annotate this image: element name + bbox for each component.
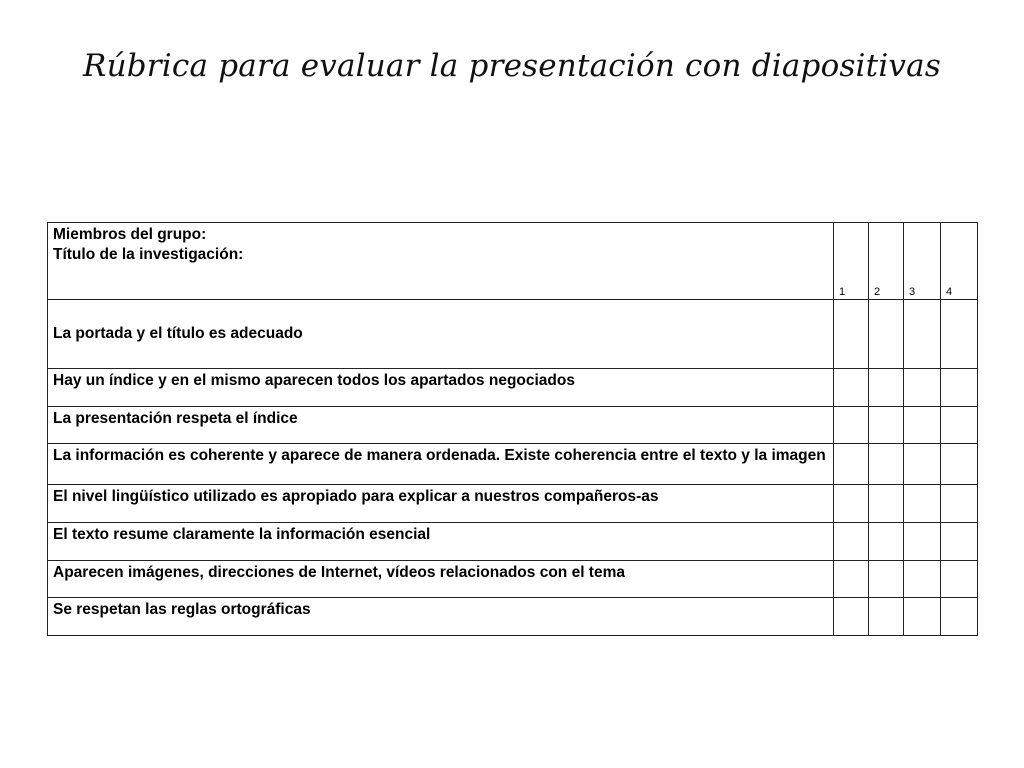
score-cell-2[interactable] xyxy=(869,598,904,636)
page-title: Rúbrica para evaluar la presentación con diapositivas xyxy=(83,48,941,84)
table-row xyxy=(48,444,978,485)
score-header-1: 1 xyxy=(834,223,869,300)
score-cell-2[interactable] xyxy=(869,407,904,444)
score-cell-1[interactable] xyxy=(834,369,869,407)
criterion-cell: Aparecen imágenes, direcciones de Internet, vídeos relacionados con el tema xyxy=(48,561,834,598)
score-cell-4[interactable] xyxy=(941,407,978,444)
score-cell-3[interactable] xyxy=(904,444,941,485)
score-header-3: 3 xyxy=(904,223,941,300)
criterion-cell: La presentación respeta el índice xyxy=(48,407,834,444)
criterion-cell: Hay un índice y en el mismo aparecen todos los apartados negociados xyxy=(48,369,834,407)
score-cell-3[interactable] xyxy=(904,598,941,636)
table-row xyxy=(48,407,978,444)
criterion-cell: Se respetan las reglas ortográficas xyxy=(48,598,834,636)
score-cell-2[interactable] xyxy=(869,300,904,369)
score-cell-4[interactable] xyxy=(941,300,978,369)
score-cell-1[interactable] xyxy=(834,407,869,444)
score-cell-3[interactable] xyxy=(904,369,941,407)
table-row xyxy=(48,300,978,369)
score-cell-1[interactable] xyxy=(834,300,869,369)
score-header-2: 2 xyxy=(869,223,904,300)
score-cell-1[interactable] xyxy=(834,485,869,523)
score-cell-2[interactable] xyxy=(869,523,904,561)
group-members-label: Miembros del grupo: xyxy=(53,226,207,243)
header-cell xyxy=(48,223,834,300)
score-cell-4[interactable] xyxy=(941,485,978,523)
score-cell-1[interactable] xyxy=(834,523,869,561)
score-cell-3[interactable] xyxy=(904,300,941,369)
score-cell-3[interactable] xyxy=(904,523,941,561)
table-row xyxy=(48,485,978,523)
table-row xyxy=(48,598,978,636)
score-cell-4[interactable] xyxy=(941,561,978,598)
criterion-cell: El nivel lingüístico utilizado es apropiado para explicar a nuestros compañeros-as xyxy=(48,485,834,523)
criterion-cell: El texto resume claramente la información esencial xyxy=(48,523,834,561)
table-row xyxy=(48,561,978,598)
score-cell-3[interactable] xyxy=(904,407,941,444)
research-title-label: Título de la investigación: xyxy=(53,246,244,263)
rubric-table xyxy=(47,222,978,636)
score-cell-2[interactable] xyxy=(869,444,904,485)
criterion-cell: La información es coherente y aparece de manera ordenada. Existe coherencia entre el texto y la imagen xyxy=(48,444,834,485)
score-cell-4[interactable] xyxy=(941,598,978,636)
score-cell-1[interactable] xyxy=(834,561,869,598)
table-row xyxy=(48,523,978,561)
score-cell-2[interactable] xyxy=(869,369,904,407)
score-cell-1[interactable] xyxy=(834,444,869,485)
score-header-4: 4 xyxy=(941,223,978,300)
score-cell-3[interactable] xyxy=(904,561,941,598)
criterion-cell: La portada y el título es adecuado xyxy=(48,300,834,369)
score-cell-4[interactable] xyxy=(941,523,978,561)
score-cell-2[interactable] xyxy=(869,561,904,598)
score-cell-1[interactable] xyxy=(834,598,869,636)
score-cell-2[interactable] xyxy=(869,485,904,523)
score-cell-4[interactable] xyxy=(941,444,978,485)
score-cell-4[interactable] xyxy=(941,369,978,407)
table-row xyxy=(48,369,978,407)
header-row xyxy=(48,223,978,300)
score-cell-3[interactable] xyxy=(904,485,941,523)
